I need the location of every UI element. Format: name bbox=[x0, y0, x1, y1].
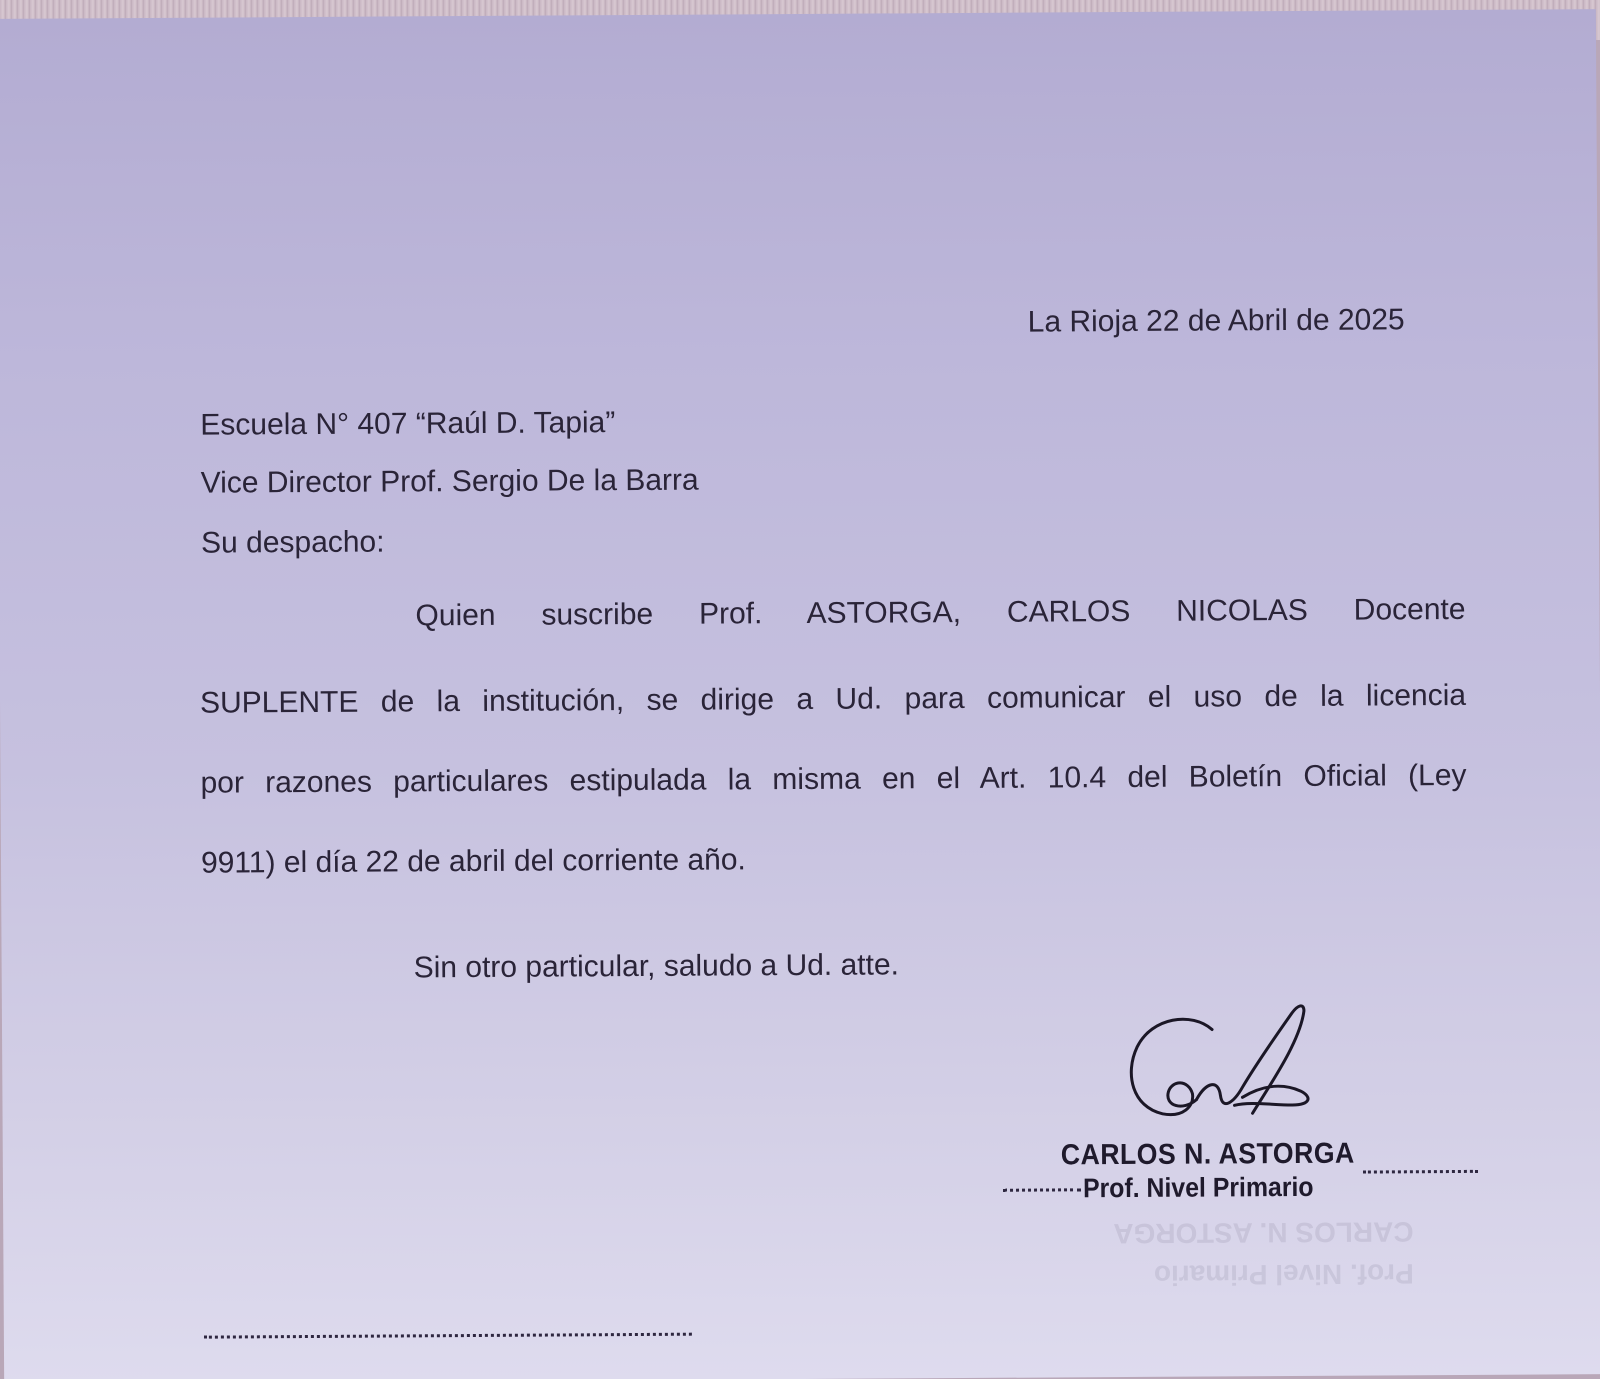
body-line-3: por razones particulares estipulada la misma en el Art. 10.4 del Boletín Oficial (Ley bbox=[200, 758, 1467, 800]
bleed-through-stamp bbox=[1113, 1210, 1414, 1296]
bleed-through-name: CARLOS N. ASTORGA bbox=[1113, 1216, 1414, 1250]
stamp-name: CARLOS N. ASTORGA bbox=[1060, 1137, 1355, 1172]
stamp-title: Prof. Nivel Primario bbox=[1082, 1171, 1314, 1204]
bottom-dotted-line bbox=[204, 1333, 692, 1339]
letter-page bbox=[0, 9, 1600, 1379]
closing-line: Sin otro particular, saludo a Ud. atte. bbox=[413, 948, 900, 985]
body-line-2: SUPLENTE de la institución, se dirige a Ud. para comunicar el uso de la licencia bbox=[199, 678, 1467, 720]
body-line-4: 9911) el día 22 de abril del corriente año. bbox=[200, 843, 746, 880]
signature-dotted-line-right bbox=[1363, 1170, 1478, 1174]
place-date: La Rioja 22 de Abril de 2025 bbox=[1027, 303, 1405, 339]
bleed-through-title: Prof. Nivel Primario bbox=[1153, 1258, 1414, 1291]
signature-dotted-line-left bbox=[1003, 1188, 1081, 1191]
body-line-1: Quien suscribe Prof. ASTORGA, CARLOS NICOLAS Docente bbox=[415, 592, 1466, 633]
recipient-school: Escuela N° 407 “Raúl D. Tapia” bbox=[200, 406, 616, 442]
recipient-office: Su despacho: bbox=[200, 525, 385, 560]
handwritten-signature bbox=[1122, 1001, 1353, 1142]
recipient-person: Vice Director Prof. Sergio De la Barra bbox=[200, 463, 699, 500]
